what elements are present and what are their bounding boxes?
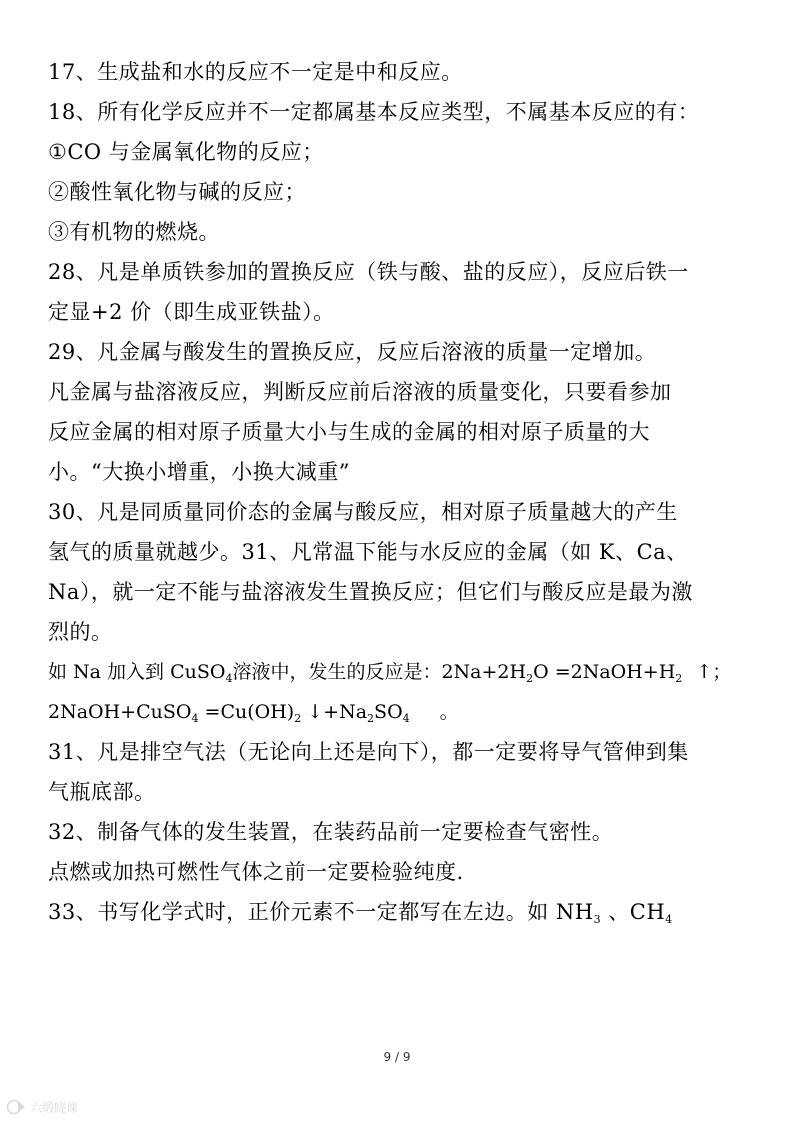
formula-text: ↑； bbox=[690, 661, 732, 683]
text-line: 烈的。 bbox=[48, 620, 113, 644]
formula-line-naoh-cuso4 bbox=[48, 692, 748, 732]
formula-text: 溶液中，发生的反应是：2Na+2H bbox=[232, 661, 527, 683]
formula-text: 、CH bbox=[601, 900, 666, 924]
formula-text: 2NaOH+CuSO bbox=[48, 701, 192, 723]
formula-text: ↓+Na bbox=[301, 701, 368, 723]
text-line: ③有机物的燃烧。 bbox=[48, 220, 220, 244]
watermark-text: 六缎晓课 bbox=[30, 1100, 79, 1115]
formula-subscript: 4 bbox=[402, 712, 410, 725]
formula-line-nh3-ch4 bbox=[48, 892, 748, 932]
formula-line-na-cuso4 bbox=[48, 652, 748, 692]
text-line: ①CO 与金属氧化物的反应； bbox=[48, 140, 324, 164]
text-line: 氢气的质量就越少。31、凡常温下能与水反应的金属（如 K、Ca、 bbox=[48, 540, 688, 564]
formula-subscript: 2 bbox=[526, 672, 534, 685]
text-line: 18、所有化学反应并不一定都属基本反应类型，不属基本反应的有： bbox=[48, 100, 700, 124]
formula-text: =Cu(OH) bbox=[198, 701, 295, 723]
formula-subscript: 4 bbox=[225, 672, 233, 685]
text-line: 30、凡是同质量同价态的金属与酸反应，相对原子质量越大的产生 bbox=[48, 500, 678, 524]
text-line: 31、凡是排空气法（无论向上还是向下），都一定要将导气管伸到集 bbox=[48, 740, 689, 764]
text-line: 32、制备气体的发生装置，在装药品前一定要检查气密性。 bbox=[48, 820, 614, 844]
text-line: 点燃或加热可燃性气体之前一定要检验纯度. bbox=[48, 860, 464, 884]
formula-subscript: 3 bbox=[593, 913, 602, 926]
formula-text: O =2NaOH+H bbox=[533, 661, 676, 683]
page-number: 9 / 9 bbox=[383, 1050, 411, 1064]
document-body bbox=[48, 52, 748, 932]
watermark bbox=[6, 1096, 78, 1118]
formula-text: 33、书写化学式时，正价元素不一定都写在左边。如 NH bbox=[48, 900, 594, 924]
text-line: 29、凡金属与酸发生的置换反应，反应后溶液的质量一定增加。 bbox=[48, 340, 657, 364]
text-line: 反应金属的相对原子质量大小与生成的金属的相对原子质量的大 bbox=[48, 420, 650, 444]
formula-text: SO bbox=[374, 701, 403, 723]
formula-subscript: 2 bbox=[675, 672, 683, 685]
formula-subscript: 2 bbox=[367, 712, 375, 725]
formula-subscript: 4 bbox=[191, 712, 199, 725]
formula-text: 。 bbox=[439, 701, 459, 723]
text-line: 气瓶底部。 bbox=[48, 780, 156, 804]
text-line: 定显+2 价（即生成亚铁盐）。 bbox=[48, 300, 335, 324]
formula-subscript: 2 bbox=[294, 712, 302, 725]
formula-subscript: 4 bbox=[665, 913, 673, 926]
text-line: Na），就一定不能与盐溶液发生置换反应；但它们与酸反应是最为激 bbox=[48, 580, 693, 604]
text-line: 28、凡是单质铁参加的置换反应（铁与酸、盐的反应），反应后铁一 bbox=[48, 260, 689, 284]
text-line: 17、生成盐和水的反应不一定是中和反应。 bbox=[48, 60, 463, 84]
text-line: ②酸性氧化物与碱的反应； bbox=[48, 180, 306, 204]
formula-text: 如 Na 加入到 CuSO bbox=[48, 661, 226, 683]
text-line: 凡金属与盐溶液反应，判断反应前后溶液的质量变化，只要看参加 bbox=[48, 380, 672, 404]
watermark-logo-icon bbox=[6, 1098, 28, 1116]
text-line: 小。“大换小增重，小换大减重” bbox=[48, 460, 350, 484]
